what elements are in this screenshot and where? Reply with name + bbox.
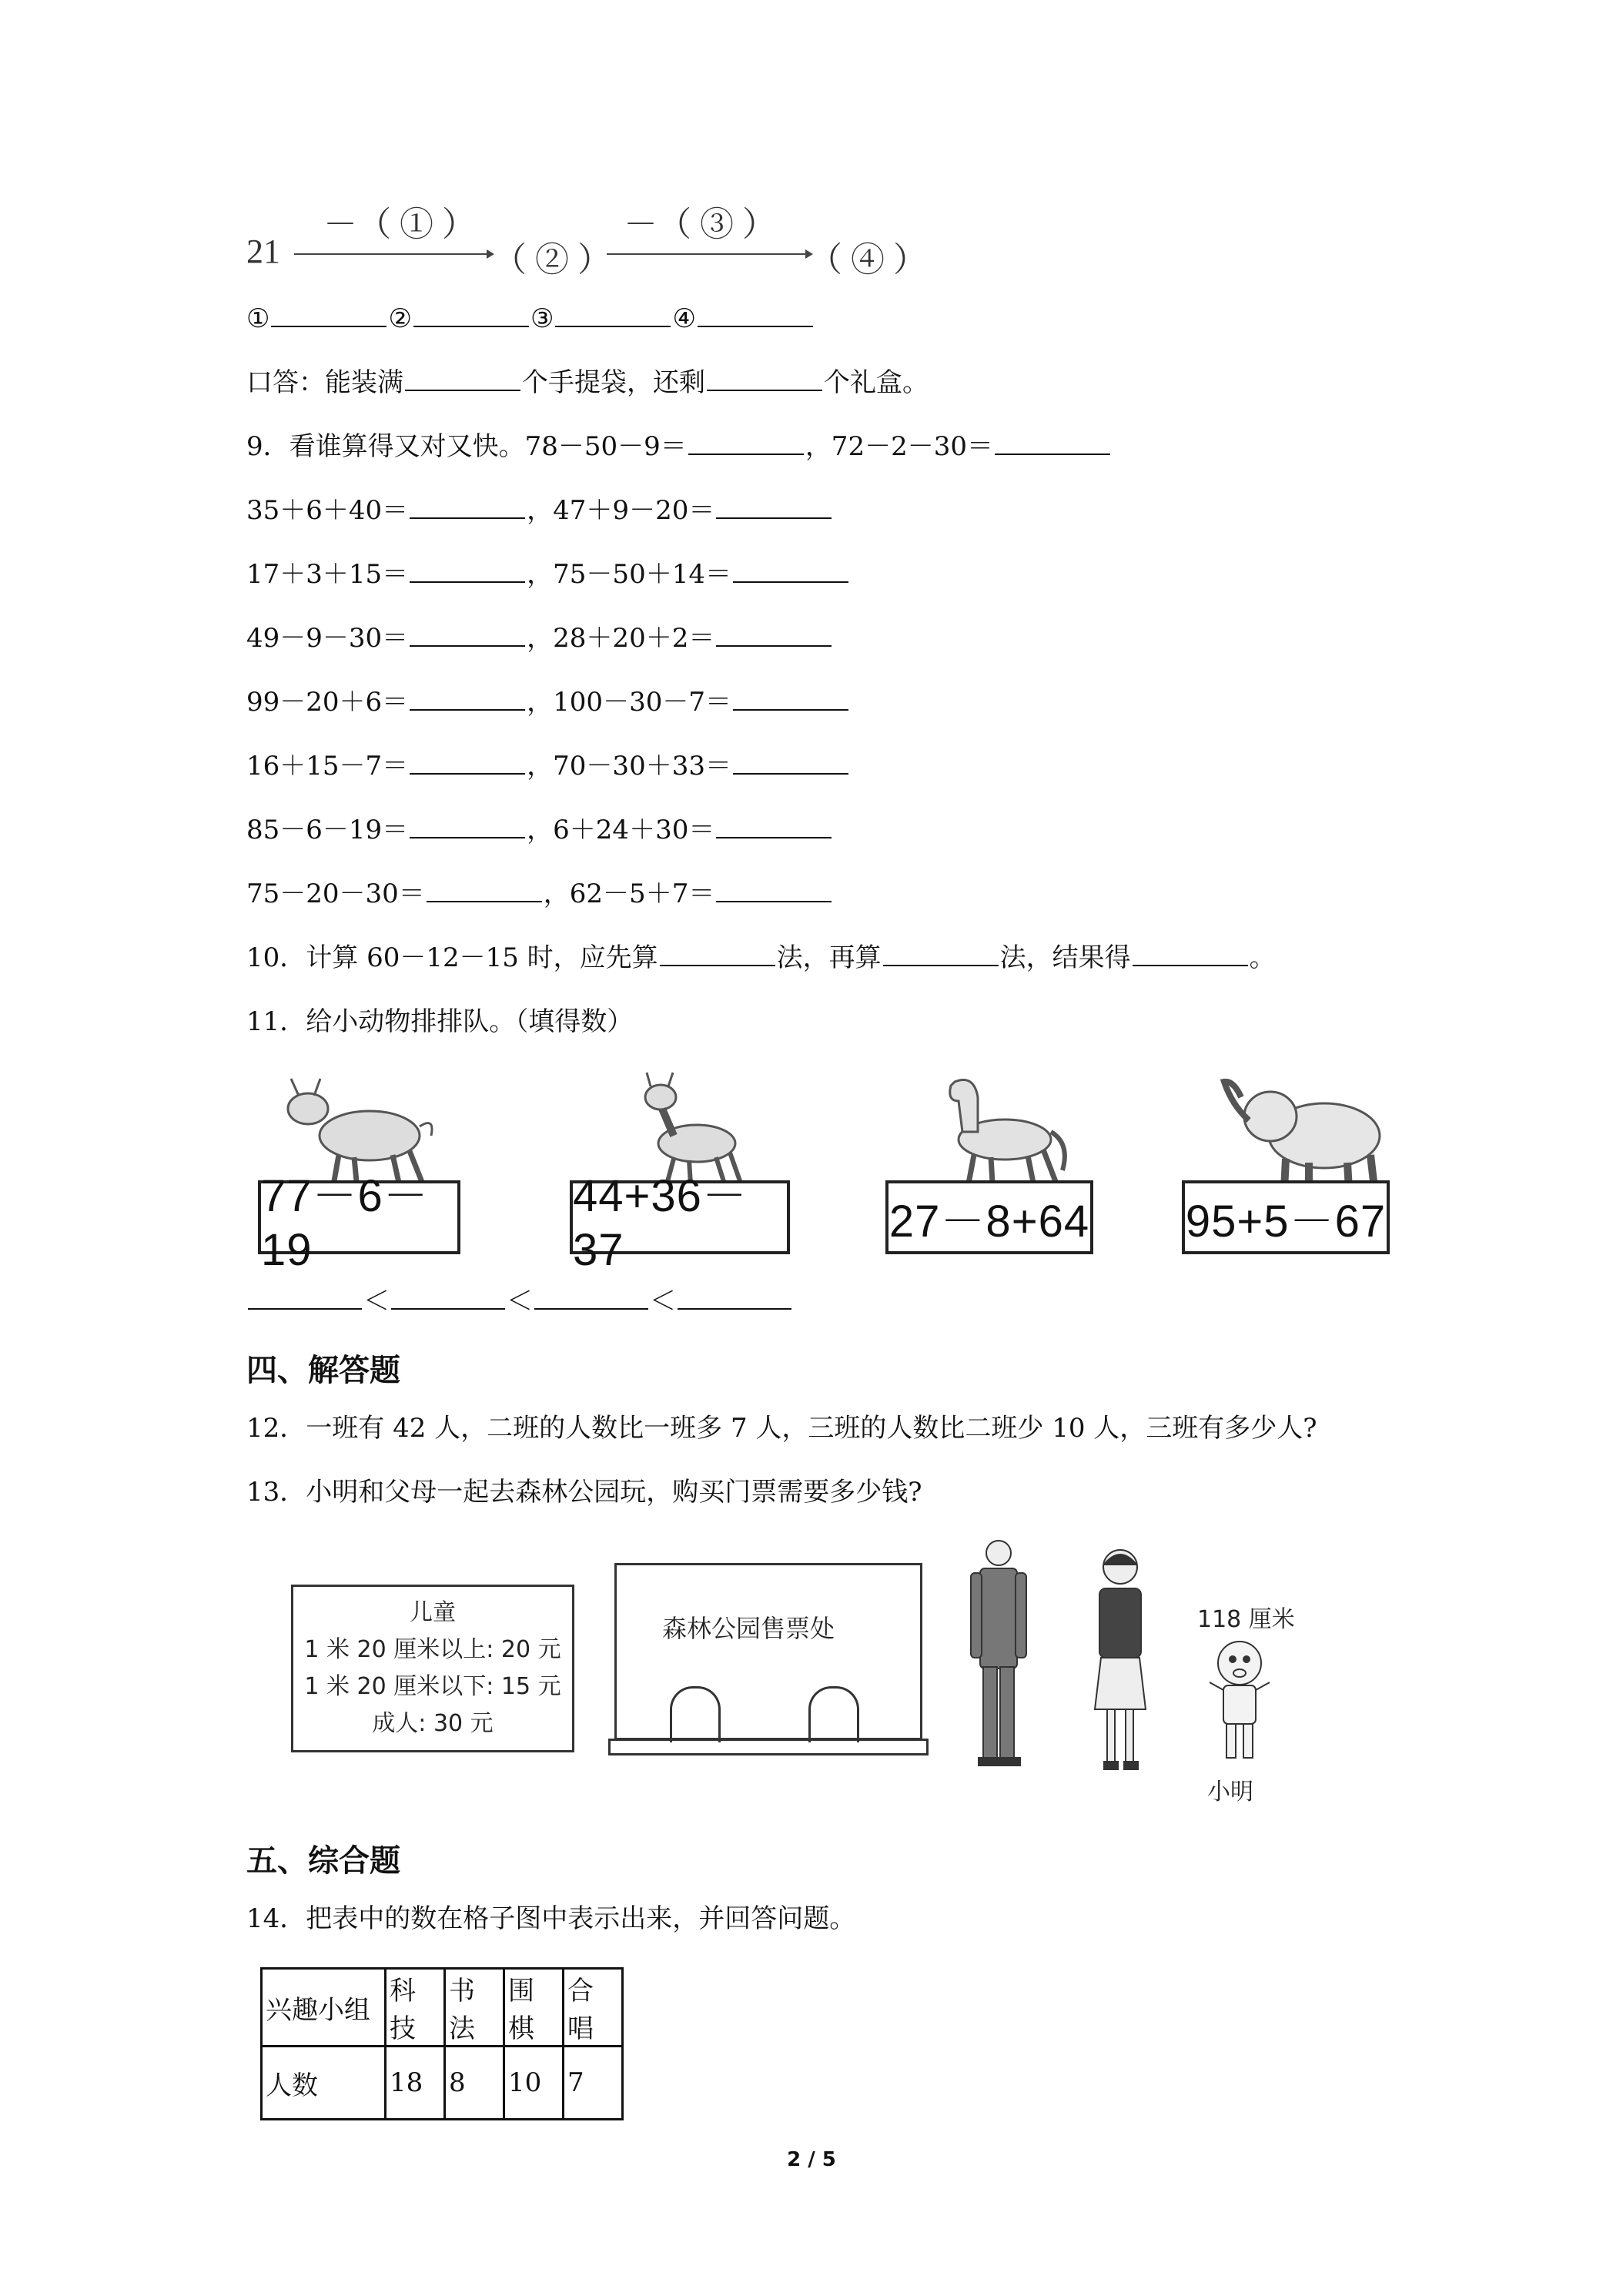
q8-answer-prefix: 口答：能装满 [246, 367, 403, 398]
table-cell: 7 [564, 2047, 623, 2120]
q9-row-0 [246, 430, 1112, 464]
boy-label: 小明 [1207, 1779, 1253, 1806]
q9-expr: 85－6－19＝ [246, 815, 409, 845]
father-icon [966, 1536, 1032, 1775]
table-cell: 18 [386, 2047, 445, 2120]
q9-blank[interactable] [410, 494, 525, 519]
q9-expr: 17＋3＋15＝ [246, 559, 409, 590]
goat-expr-box: 77－6－19 [258, 1180, 460, 1254]
table-row [262, 2047, 623, 2120]
q9-blank[interactable] [733, 558, 848, 583]
q10-part1: 10．计算 60－12－15 时，应先算 [246, 942, 658, 973]
section4-heading: 四、解答题 [246, 1353, 400, 1388]
q9-blank[interactable] [733, 750, 848, 775]
section5-heading: 五、综合题 [246, 1843, 400, 1879]
q8-answer-blank-2[interactable] [707, 366, 822, 391]
q11-blank-3[interactable] [534, 1285, 648, 1310]
q11-blank-2[interactable] [391, 1285, 505, 1310]
q8-answer-suffix: 个礼盒。 [824, 367, 929, 398]
q9-row-4 [246, 685, 850, 719]
less-than-sign: ＜ [363, 1286, 390, 1317]
q9-blank[interactable] [716, 814, 832, 838]
booth-wall [614, 1563, 922, 1740]
q9-row-7 [246, 877, 833, 911]
table-cell: 8 [445, 2047, 504, 2120]
q9-blank[interactable] [410, 750, 525, 775]
table-header-cell: 合唱 [564, 1969, 623, 2047]
q14-text: 14．把表中的数在格子图中表示出来，并回答问题。 [246, 1903, 856, 1934]
q10-line [246, 941, 1276, 975]
q9-blank[interactable] [427, 878, 542, 902]
arrow-diagram [246, 196, 932, 281]
elephant-icon [1216, 1074, 1394, 1193]
arrow-start: 21 [246, 233, 280, 270]
q9-blank[interactable] [410, 814, 525, 838]
q8-blanks-line [246, 302, 815, 336]
q9-expr: ，47＋9－20＝ [527, 495, 715, 526]
q9-row-1 [246, 494, 833, 527]
deer-expr-box: 44+36－37 [570, 1180, 790, 1254]
q9-expr: ，28＋20＋2＝ [527, 623, 715, 654]
arrow-op1: －（ ① ） [323, 206, 476, 243]
table-row [262, 1969, 623, 2047]
q9-expr: 35＋6＋40＝ [246, 495, 409, 526]
q8-label-1: ① [246, 303, 270, 334]
interest-group-table [260, 1967, 624, 2120]
arrow-op2: －（ ③ ） [624, 206, 776, 243]
q9-expr: 99－20＋6＝ [246, 687, 409, 718]
arrow-2-icon [607, 243, 815, 266]
q8-blank-3[interactable] [555, 303, 671, 327]
ticket-price-sign [291, 1585, 574, 1752]
horse-expr-box: 27－8+64 [885, 1180, 1093, 1254]
ticket-booth [608, 1563, 924, 1763]
sign-title: 儿童 [410, 1599, 456, 1626]
q9-blank[interactable] [716, 878, 832, 902]
height-label: 118 厘米 [1197, 1606, 1295, 1633]
table-header-cell: 围棋 [504, 1969, 564, 2047]
booth-window-left [670, 1686, 721, 1742]
elephant-expr-box: 95+5－67 [1182, 1180, 1390, 1254]
q8-blank-4[interactable] [698, 303, 813, 327]
q9-expr: 49－9－30＝ [246, 623, 409, 654]
q9-row-5 [246, 749, 850, 783]
q8-answer-blank-1[interactable] [405, 366, 520, 391]
q9-blank[interactable] [410, 622, 525, 647]
booth-window-right [808, 1686, 859, 1742]
table-header-cell: 兴趣小组 [262, 1969, 386, 2047]
q9-title: 9．看谁算得又对又快。 [246, 431, 525, 462]
arrow-slot4: （ ④ ） [808, 241, 927, 279]
q8-label-4: ④ [672, 303, 696, 334]
q12-text: 12．一班有 42 人，二班的人数比一班多 7 人，三班的人数比二班少 10 人，三班有多少人? [246, 1413, 1317, 1444]
less-than-sign: ＜ [650, 1286, 676, 1317]
q11-order-line [246, 1284, 793, 1318]
table-cell: 人数 [262, 2047, 386, 2120]
q9-row-6 [246, 813, 833, 847]
table-header-cell: 科技 [386, 1969, 445, 2047]
q8-answer-mid: 个手提袋，还剩 [522, 367, 705, 398]
q9-expr: 78－50－9＝ [524, 431, 687, 462]
table-header-cell: 书法 [445, 1969, 504, 2047]
arrow-slot2: （ ② ） [493, 241, 611, 279]
xiaoming-icon [1205, 1636, 1274, 1767]
q9-blank[interactable] [716, 494, 832, 519]
q8-answer-line [246, 366, 929, 400]
q9-expr: ，62－5＋7＝ [543, 879, 715, 909]
sign-line-3: 成人: 30 元 [372, 1710, 494, 1737]
q10-part3: 法，结果得 [999, 942, 1131, 973]
q9-expr: ，70－30＋33＝ [527, 751, 731, 782]
booth-label: 森林公园售票处 [662, 1614, 835, 1643]
q9-blank[interactable] [410, 686, 525, 711]
less-than-sign: ＜ [507, 1286, 533, 1317]
q9-expr: ，6＋24＋30＝ [527, 815, 715, 845]
q9-blank[interactable] [716, 622, 832, 647]
q9-blank[interactable] [995, 430, 1110, 455]
q9-expr: ，72－2－30＝ [805, 431, 993, 462]
q10-blank-2[interactable] [883, 942, 999, 966]
q8-blank-2[interactable] [413, 303, 529, 327]
booth-base [608, 1739, 929, 1755]
q9-expr: ，75－50＋14＝ [527, 559, 731, 590]
q9-blank[interactable] [733, 686, 848, 711]
q9-row-2 [246, 557, 850, 591]
q11-blank-4[interactable] [678, 1285, 791, 1310]
arrow-1-icon [294, 243, 494, 266]
q8-label-2: ② [388, 303, 412, 334]
q9-row-3 [246, 621, 833, 655]
q8-blank-1[interactable] [271, 303, 387, 327]
q10-blank-3[interactable] [1133, 942, 1248, 966]
q9-blank[interactable] [410, 558, 525, 583]
q9-expr: ，100－30－7＝ [527, 687, 731, 718]
q10-part2: 法，再算 [776, 942, 882, 973]
q11-blank-1[interactable] [248, 1285, 362, 1310]
q10-part4: 。 [1249, 942, 1276, 973]
q9-expr: 16＋15－7＝ [246, 751, 409, 782]
q13-text: 13．小明和父母一起去森林公园玩，购买门票需要多少钱? [246, 1477, 922, 1508]
mother-icon [1086, 1544, 1155, 1775]
sign-line-2: 1 米 20 厘米以下: 15 元 [304, 1673, 561, 1700]
q9-blank[interactable] [688, 430, 804, 455]
page-number: 2 / 5 [787, 2148, 836, 2171]
table-cell: 10 [504, 2047, 564, 2120]
q10-blank-1[interactable] [660, 942, 775, 966]
q11-title: 11．给小动物排排队。（填得数） [246, 1006, 634, 1037]
q9-expr: 75－20－30＝ [246, 879, 425, 909]
sign-line-1: 1 米 20 厘米以上: 20 元 [304, 1636, 561, 1663]
q8-label-3: ③ [530, 303, 554, 334]
